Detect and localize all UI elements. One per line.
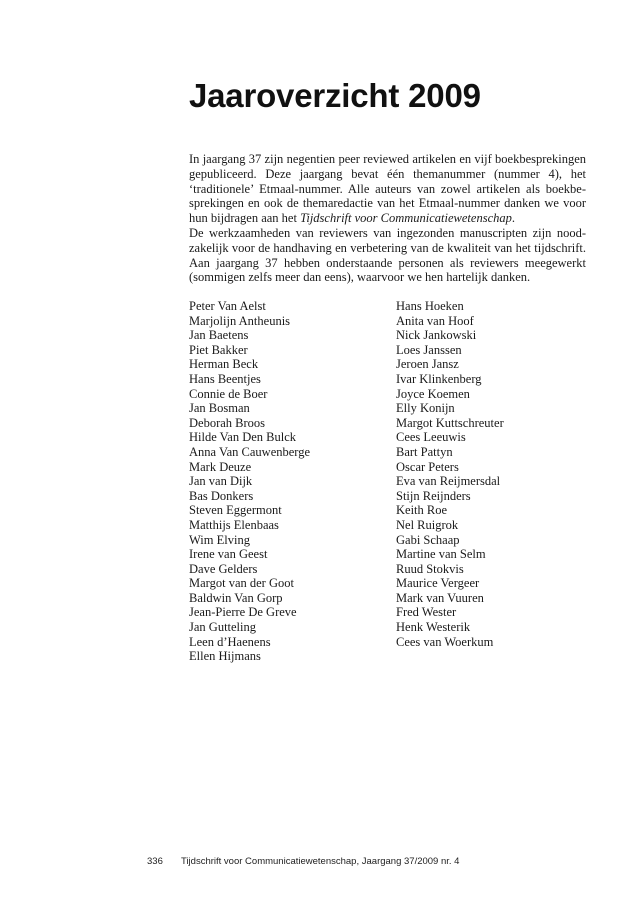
- reviewer-name: Piet Bakker: [189, 342, 248, 357]
- intro-text: [189, 152, 586, 285]
- reviewer-name: Henk Westerik: [396, 620, 471, 635]
- reviewer-name: Anita van Hoof: [396, 313, 474, 328]
- running-title: Tijdschrift voor Communicatiewetenschap, Jaargang 37/2009 nr. 4: [181, 856, 460, 867]
- reviewer-list-column-1: [189, 299, 310, 664]
- reviewer-name: Jan Gutteling: [189, 620, 257, 635]
- reviewer-name: Irene van Geest: [189, 547, 268, 562]
- page-title: Jaaroverzicht 2009: [189, 77, 481, 114]
- reviewer-name: Anna Van Cauwenberge: [189, 444, 311, 459]
- reviewer-name: Wim Elving: [189, 532, 250, 547]
- reviewer-name: Hans Beentjes: [189, 371, 261, 386]
- reviewer-name: Jan Baetens: [189, 328, 249, 343]
- journal-title: Tijdschrift voor Communicatiewetenschap: [300, 211, 512, 226]
- reviewer-name: Loes Janssen: [396, 342, 462, 357]
- reviewer-name: Margot van der Goot: [189, 576, 294, 591]
- reviewer-name: Peter Van Aelst: [189, 299, 266, 313]
- reviewer-name: Herman Beck: [189, 357, 259, 372]
- page-number: 336: [147, 856, 163, 867]
- reviewer-name: Leen d’Haenens: [189, 634, 271, 649]
- reviewer-name: Ivar Klinkenberg: [396, 371, 482, 386]
- reviewer-name: Eva van Reijmersdal: [396, 474, 501, 489]
- reviewer-name: Keith Roe: [396, 503, 448, 518]
- reviewer-name: Fred Wester: [396, 605, 457, 620]
- reviewer-name: Hans Hoeken: [396, 299, 464, 313]
- reviewer-name: Bas Donkers: [189, 488, 254, 503]
- reviewer-name: Ellen Hijmans: [189, 649, 261, 664]
- reviewer-name: Connie de Boer: [189, 386, 268, 401]
- reviewer-name: Nel Ruigrok: [396, 517, 459, 532]
- reviewer-name: Margot Kuttschreuter: [396, 415, 504, 430]
- reviewer-name: Jan Bosman: [189, 401, 250, 416]
- intro-paragraph-1-text: In jaargang 37 zijn negentien peer reviewed artikelen en vijf boekbesprekingen gepubliceerd. Deze jaargang bevat één themanummer (nummer 4), het ‘traditionele’ Etmaal-nummer. Alle auteurs van zowel artikelen als boekbesprekingen en ook de themaredactie van het Etmaal-nummer danken we voor hun bijdragen aan het: [189, 152, 586, 226]
- reviewer-name: Ruud Stokvis: [396, 561, 464, 576]
- reviewer-name: Mark van Vuuren: [396, 590, 484, 605]
- reviewer-name: Dave Gelders: [189, 561, 258, 576]
- reviewer-name: Marjolijn Antheunis: [189, 313, 291, 328]
- reviewer-name: Baldwin Van Gorp: [189, 590, 283, 605]
- page-footer: [147, 856, 459, 868]
- reviewer-name: Martine van Selm: [396, 547, 486, 562]
- reviewer-name: Deborah Broos: [189, 415, 266, 430]
- reviewer-name: Oscar Peters: [396, 459, 459, 474]
- reviewer-name: Jan van Dijk: [189, 474, 253, 489]
- reviewer-name: Steven Eggermont: [189, 503, 282, 518]
- reviewer-name: Maurice Vergeer: [396, 576, 480, 591]
- reviewer-name: Nick Jankowski: [396, 328, 477, 343]
- intro-paragraph-1-end: .: [511, 211, 515, 226]
- reviewer-list-column-2: [396, 299, 504, 649]
- reviewer-name: Jean-Pierre De Greve: [189, 605, 297, 620]
- reviewer-name: Jeroen Jansz: [396, 357, 459, 372]
- intro-paragraph-2: De werkzaamheden van reviewers van ingezonden manuscripten zijn noodzakelijk voor de handhaving en verbetering van de kwaliteit van het tijdschrift. Aan jaargang 37 hebben onderstaande personen als reviewers meegewerkt (sommigen zelfs meer dan eens), waarvoor we hen hartelijk danken.: [189, 225, 586, 285]
- reviewer-name: Mark Deuze: [189, 459, 252, 474]
- reviewer-name: Gabi Schaap: [396, 532, 460, 547]
- reviewer-name: Hilde Van Den Bulck: [189, 430, 297, 445]
- reviewer-name: Cees Leeuwis: [396, 430, 466, 445]
- reviewer-name: Stijn Reijnders: [396, 488, 471, 503]
- reviewer-name: Matthijs Elenbaas: [189, 517, 279, 532]
- reviewer-name: Elly Konijn: [396, 401, 455, 416]
- reviewer-name: Cees van Woerkum: [396, 634, 494, 649]
- reviewer-name: Bart Pattyn: [396, 444, 453, 459]
- reviewer-name: Joyce Koemen: [396, 386, 470, 401]
- intro-paragraph-1: [189, 152, 586, 226]
